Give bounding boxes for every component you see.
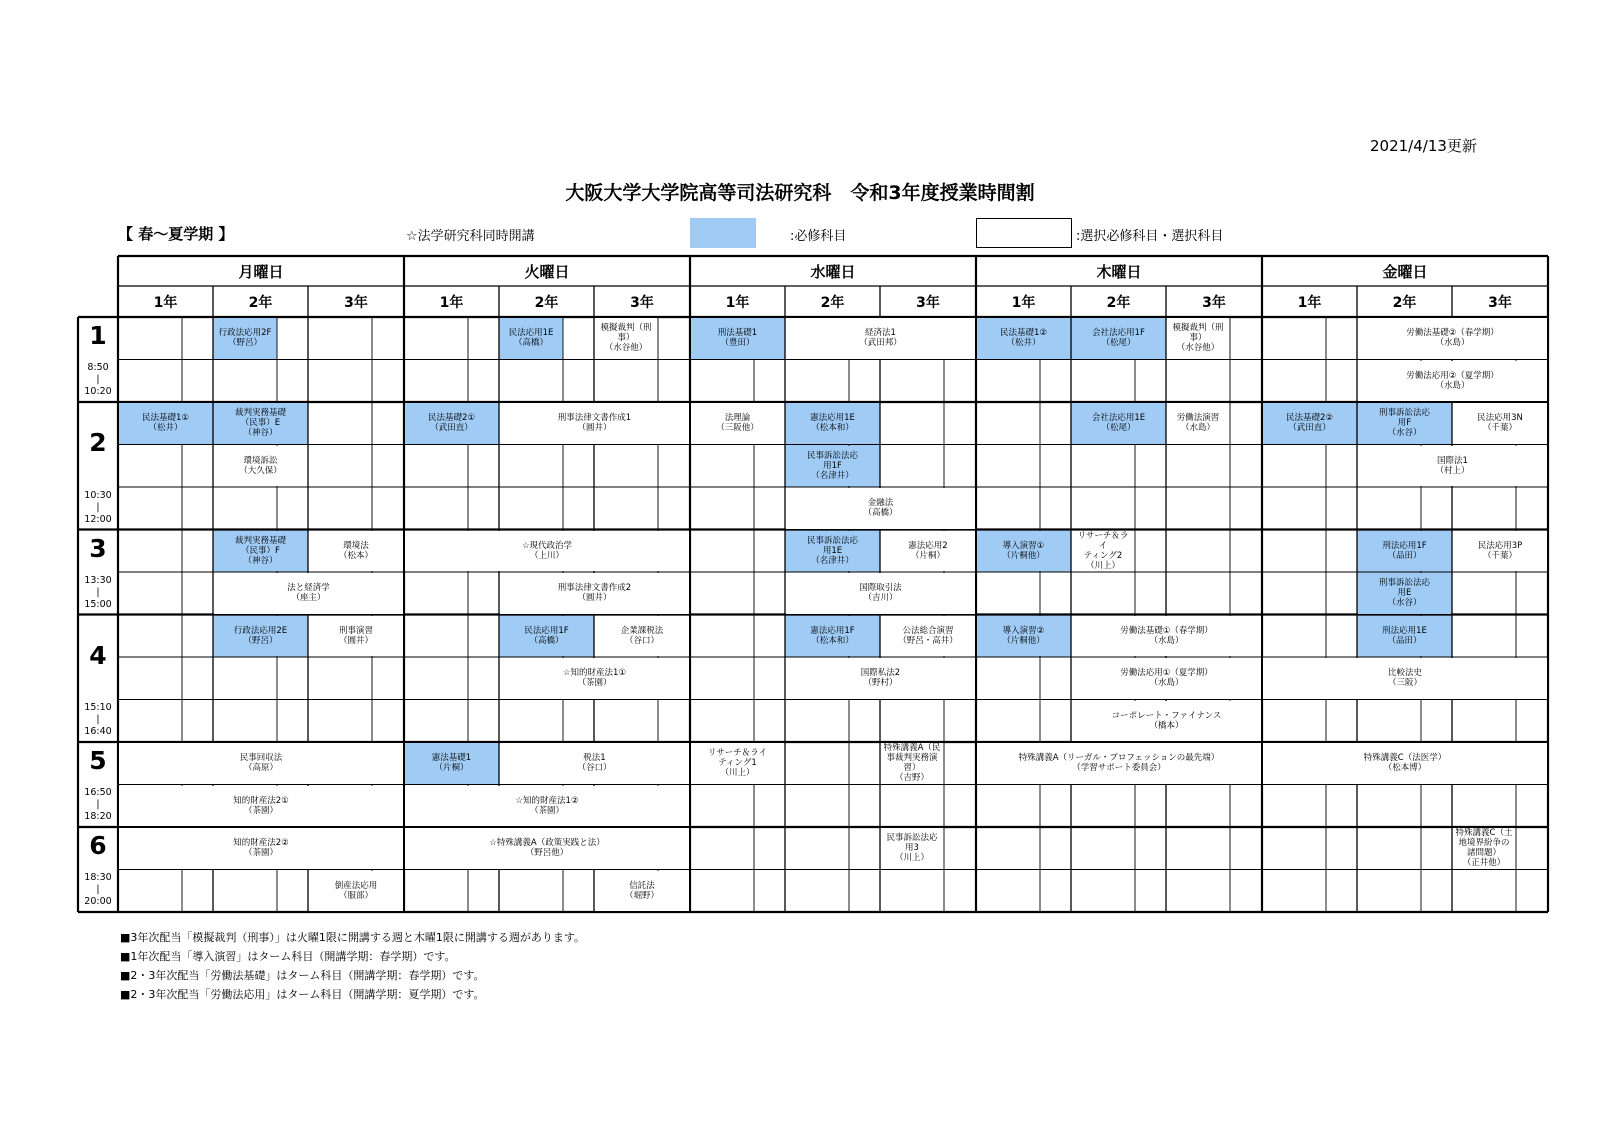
course-label: 刑事演習 （圓井） [338,625,373,646]
course-label: 裁判実務基礎 （民事）F （神谷） [234,535,286,566]
course-cell [786,573,975,614]
course-cell [786,318,975,359]
course-cell [1072,403,1165,444]
course-cell [1358,446,1547,487]
course-label: 民事訴訟法応 用3 （川上） [886,833,938,864]
course-label: 民法基礎1① （松井） [141,413,190,434]
course-cell [881,616,975,657]
day-header: 水曜日 [810,262,856,281]
footnote: ■2・3年次配当「労働法応用」はターム科目（開講学期：夏学期）です。 [120,988,485,1001]
course-cell [119,403,212,444]
course-cell [881,743,943,784]
course-label: 民法応用1E （高橋） [508,328,554,349]
year-header: 3年 [630,294,654,311]
course-label: コーポレート・ファイナンス （橋本） [1111,710,1222,731]
course-cell [1453,403,1547,444]
course-cell [309,531,403,572]
footnote: ■2・3年次配当「労働法基礎」はターム科目（開講学期：春学期）です。 [120,969,485,982]
course-cell [500,403,689,444]
period-time: 10:30 | 12:00 [84,489,112,525]
course-label: ☆現代政治学 （上川） [521,540,573,561]
course-label: 公法総合演習 （野呂・高井） [898,625,958,646]
course-cell [1263,743,1547,784]
course-label: リサーチ＆ライ ティング2 （川上） [1077,530,1129,571]
course-cell [1072,616,1261,657]
course-label: 労働法演習 （水島） [1176,413,1220,434]
course-cell [786,658,975,699]
course-label: 刑事法律文書作成2 （圓井） [557,583,632,604]
course-label: 労働法基礎①（春学期） （水島） [1120,625,1213,646]
course-cell [1358,361,1547,402]
course-cell [500,658,689,699]
year-header: 2年 [1106,294,1131,311]
course-cell [1453,531,1547,572]
period-time: 15:10 | 16:40 [84,702,112,737]
year-header: 3年 [1202,294,1226,311]
course-label: 刑法応用1E （品田） [1382,625,1427,646]
course-cell [1358,318,1547,359]
course-label: 知的財産法2② （茶園） [233,838,289,859]
course-label: 民法基礎2② （武田直） [1285,413,1334,434]
course-label: 環境法 （松本） [338,540,373,561]
course-cell [214,531,307,572]
course-label: 憲法応用1F （松本和） [810,625,855,646]
course-cell [691,743,784,784]
course-cell [1167,403,1229,444]
course-cell [786,403,879,444]
course-label: 特殊講義C（土 地境界紛争の 諸問題） （正井他） [1455,828,1513,869]
course-label: 模擬裁判（刑 事） （水谷他） [600,323,652,354]
course-label: 特殊講義A（リーガル・プロフェッションの最先端） （学習サポート委員会） [1018,753,1220,774]
course-label: 民事訴訟法応 用1F （名津井） [806,450,858,481]
course-label: 倒産法応用 （服部） [334,880,378,901]
course-label: 経済法1 （武田邦） [859,328,902,349]
course-label: 民法応用3N （千葉） [1477,413,1523,434]
course-cell [1358,531,1451,572]
course-label: 民法応用1F （高橋） [524,625,569,646]
course-label: 民法応用3P （千葉） [1477,540,1523,561]
term-label: 【 春～夏学期 】 [118,225,234,243]
course-label: 導入演習① （片桐他） [1002,540,1045,561]
course-cell [500,573,689,614]
course-label: 特殊講義A（民 事裁判実務演 習） （吉野） [883,743,941,784]
course-cell [405,743,498,784]
concurrent-note: ☆法学研究科同時開講 [406,229,535,244]
course-label: 環境訴訟 （大久保） [239,455,282,476]
course-label: 刑法基礎1 （豊田） [717,328,758,349]
course-cell [1263,403,1356,444]
course-cell [881,828,943,869]
course-label: 民事回収法 （高原） [239,753,283,774]
course-label: 信託法 （堀野） [624,880,659,901]
course-cell [1453,828,1515,869]
course-label: 行政法応用2F （野呂） [218,328,272,349]
period-time: 18:30 | 20:00 [84,872,112,907]
page-title: 大阪大学大学院高等司法研究科 令和3年度授業時間割 [565,182,1035,204]
course-label: ☆知的財産法1② （茶園） [515,795,579,816]
course-cell [500,318,562,359]
year-header: 3年 [344,294,368,311]
course-cell [786,616,879,657]
course-cell [214,573,403,614]
year-header: 2年 [248,294,273,311]
year-header: 1年 [725,294,750,311]
course-label: 会社法応用1E （松尾） [1091,413,1146,434]
period-number: 3 [89,533,107,563]
course-label: 憲法基礎1 （片桐） [431,753,472,774]
footnotes [120,928,585,1004]
course-cell [500,743,689,784]
day-header: 木曜日 [1096,262,1142,281]
course-cell [1072,658,1261,699]
course-cell [309,616,403,657]
course-label: 国際取引法 （吉川） [859,583,902,604]
year-header: 1年 [153,294,178,311]
year-header: 2年 [1392,294,1417,311]
course-label: 金融法 （高橋） [863,498,898,519]
course-cell [977,743,1261,784]
course-label: 民法基礎1② （松井） [999,328,1048,349]
year-header: 2年 [820,294,845,311]
updated-date: 2021/4/13更新 [1370,137,1477,155]
day-header: 月曜日 [238,262,284,281]
course-label: 比較法史 （三阪） [1387,668,1422,689]
course-label: 労働法応用①（夏学期） （水島） [1120,668,1213,689]
period-time: 16:50 | 18:20 [84,787,112,822]
course-label: 模擬裁判（刑 事） （水谷他） [1172,323,1224,354]
course-label: ☆特殊講義A（政策実践と法） （野呂他） [489,838,605,859]
course-cell [119,786,403,827]
course-label: 労働法応用②（夏学期） （水島） [1406,370,1499,391]
course-cell [1167,318,1229,359]
course-label: 憲法応用1E （松本和） [810,413,855,434]
course-label: 企業課税法 （谷口） [620,625,664,646]
course-cell [595,871,689,912]
course-cell [595,318,657,359]
course-cell [119,828,403,869]
course-cell [786,446,879,487]
course-label: 憲法応用2 （片桐） [908,540,948,561]
footnote: ■1年次配当「導入演習」はターム科目（開講学期：春学期）です。 [120,950,456,963]
year-header: 3年 [1488,294,1512,311]
course-cell [1358,616,1451,657]
elective-legend-label: :選択必修科目・選択科目 [1076,229,1224,244]
course-cell [405,786,689,827]
course-label: 会社法応用1F （松尾） [1092,328,1145,349]
course-cell [691,403,784,444]
course-cell [309,871,403,912]
course-cell [119,743,403,784]
course-cell [214,318,276,359]
course-label: 労働法基礎②（春学期） （水島） [1406,328,1499,349]
period-time: 13:30 | 15:00 [84,574,112,610]
footnote: ■3年次配当「模擬裁判（刑事）」は火曜1限に開講する週と木曜1限に開講する週があります。 [120,931,586,944]
course-cell [977,318,1070,359]
course-label: 知的財産法2① （茶園） [233,795,289,816]
course-cell [405,828,689,869]
course-label: リサーチ＆ライ ティング1 （川上） [707,748,768,779]
course-label: 法と経済学 （座主） [287,583,330,604]
course-cell [1072,318,1165,359]
course-label: 刑法応用1F （品田） [1382,540,1427,561]
day-header: 火曜日 [524,262,570,281]
course-cell [881,531,975,572]
period-number: 2 [89,428,107,457]
day-header: 金曜日 [1382,262,1428,281]
year-header: 2年 [534,294,559,311]
course-cell [977,531,1070,572]
year-header: 1年 [439,294,464,311]
course-cell [977,616,1070,657]
course-label: 特殊講義C（法医学） （松本博） [1363,753,1447,774]
course-cell [1072,701,1261,742]
course-cell [786,531,879,572]
period-number: 5 [89,746,107,775]
course-label: 導入演習② （片桐他） [1002,625,1045,646]
course-cell [786,488,975,529]
course-label: 税法1 （谷口） [577,753,612,774]
course-cell [595,616,689,657]
course-label: 刑事訴訟法応 用E （水谷） [1378,578,1430,609]
course-label: 法理論 （三阪他） [716,413,759,434]
year-header: 1年 [1297,294,1322,311]
course-label: 民事訴訟法応 用1E （名津井） [806,535,858,566]
period-number: 4 [89,640,107,670]
course-cell [214,446,307,487]
course-label: 行政法応用2E （野呂） [233,625,288,646]
course-cell [1358,573,1451,614]
course-cell [691,318,784,359]
course-cell [405,531,689,572]
course-cell [214,616,307,657]
course-cell [500,616,593,657]
course-cell [1358,403,1451,444]
course-cell [1072,531,1134,572]
course-label: 刑事法律文書作成1 （圓井） [557,413,632,434]
required-legend-label: :必修科目 [790,229,847,244]
course-label: 国際私法2 （野村） [860,668,901,689]
period-time: 8:50 | 10:20 [84,362,112,397]
year-header: 3年 [916,294,940,311]
course-label: 裁判実務基礎 （民事）E （神谷） [234,408,286,439]
year-header: 1年 [1011,294,1036,311]
course-cell [1263,658,1547,699]
period-number: 6 [89,831,107,860]
course-label: 民法基礎2① （武田直） [427,413,476,434]
course-cell [214,403,307,444]
course-label: 刑事訴訟法応 用F （水谷） [1378,408,1430,439]
course-label: ☆知的財産法1① （茶園） [562,668,627,689]
course-cell [405,403,498,444]
period-number: 1 [89,321,107,350]
course-label: 国際法1 （村上） [1435,455,1470,476]
